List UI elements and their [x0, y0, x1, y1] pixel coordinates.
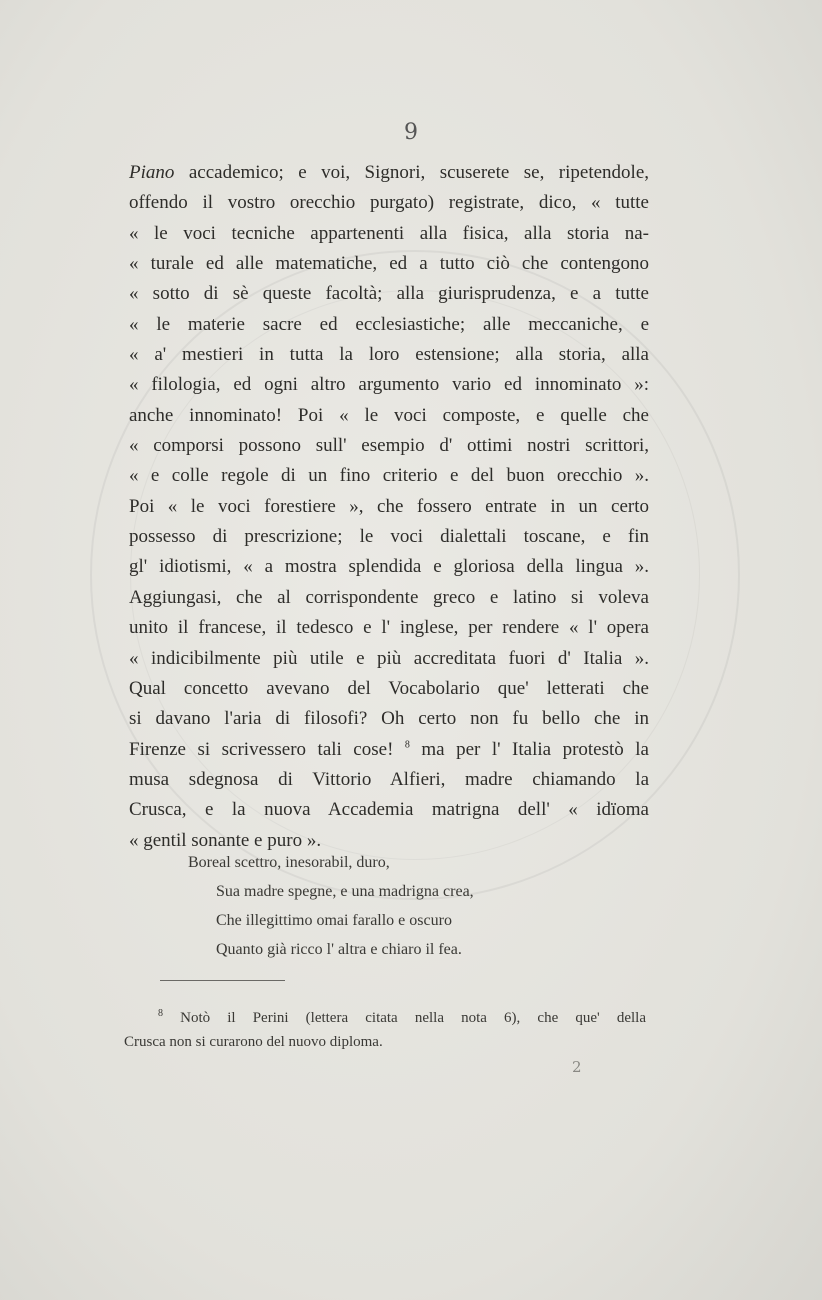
- text-line: « a' mestieri in tutta la loro estensione; alla storia, alla: [129, 344, 649, 366]
- text-line: musa sdegnosa di Vittorio Alfieri, madre chiamando la: [129, 768, 649, 790]
- text-line: « comporsi possono sull' esempio d' ottimi nostri scrittori,: [129, 435, 649, 457]
- text-line: « filologia, ed ogni altro argumento vario ed innominato »:: [129, 374, 649, 396]
- text-line: « indicibilmente più utile e più accreditata fuori d' Italia ».: [129, 647, 649, 669]
- text-line: possesso di prescrizione; le voci dialettali toscane, e fin: [129, 526, 649, 548]
- text-line: « turale ed alle matematiche, ed a tutto ciò che contengono: [129, 253, 649, 275]
- text-line: gl' idiotismi, « a mostra splendida e gloriosa della lingua ».: [129, 556, 649, 578]
- text-line: « sotto di sè queste facoltà; alla giurisprudenza, e a tutte: [129, 283, 649, 305]
- text-line: si davano l'aria di filosofi? Oh certo non fu bello che in: [129, 708, 649, 730]
- text-line: Firenze si scrivessero tali cose! $^8$ ma per l' Italia protestò la: [129, 738, 649, 760]
- footnote-divider: [160, 980, 285, 981]
- footnote-ref: 8: [404, 739, 410, 751]
- verse-line: Che illegittimo omai farallo e oscuro: [216, 912, 452, 929]
- page-number: 9: [404, 120, 418, 145]
- text-line: Aggiungasi, che al corrispondente greco e latino si voleva: [129, 586, 649, 608]
- footnote: [124, 1006, 646, 1054]
- text-line: « le materie sacre ed ecclesiastiche; alle meccaniche, e: [129, 313, 649, 335]
- footnote-line: $^8$ Notò il Perini (lettera citata nella nota 6), che que' della: [158, 1008, 646, 1026]
- verse-quote: [188, 848, 474, 964]
- text-line: « le voci tecniche appartenenti alla fisica, alla storia na-: [129, 222, 649, 244]
- text-line: unito il francese, il tedesco e l' inglese, per rendere « l' opera: [129, 617, 649, 639]
- text-line: « e colle regole di un fino criterio e del buon orecchio ».: [129, 465, 649, 487]
- verse-line: Quanto già ricco l' altra e chiaro il fea.: [216, 941, 462, 958]
- text-line: Poi « le voci forestiere », che fossero entrate in un certo: [129, 495, 649, 517]
- main-text: [129, 158, 649, 856]
- text-line: offendo il vostro orecchio purgato) registrate, dico, « tutte: [129, 192, 649, 214]
- footnote-line: Crusca non si curarono del nuovo diploma.: [124, 1034, 383, 1050]
- text-line: Piano accademico; e voi, Signori, scuserete se, ripetendole,: [129, 162, 649, 183]
- text-line: anche innominato! Poi « le voci composte, e quelle che: [129, 404, 649, 426]
- text-line: Crusca, e la nuova Accademia matrigna dell' « idïoma: [129, 799, 649, 821]
- verse-line: Boreal scettro, inesorabil, duro,: [188, 854, 390, 871]
- text-line: Qual concetto avevano del Vocabolario que' letterati che: [129, 677, 649, 699]
- verse-line: Sua madre spegne, e una madrigna crea,: [216, 883, 474, 900]
- text-line: « gentil sonante e puro ».: [129, 829, 322, 851]
- footnote-marker: 8: [158, 1008, 163, 1019]
- signature-mark: 2: [572, 1058, 582, 1076]
